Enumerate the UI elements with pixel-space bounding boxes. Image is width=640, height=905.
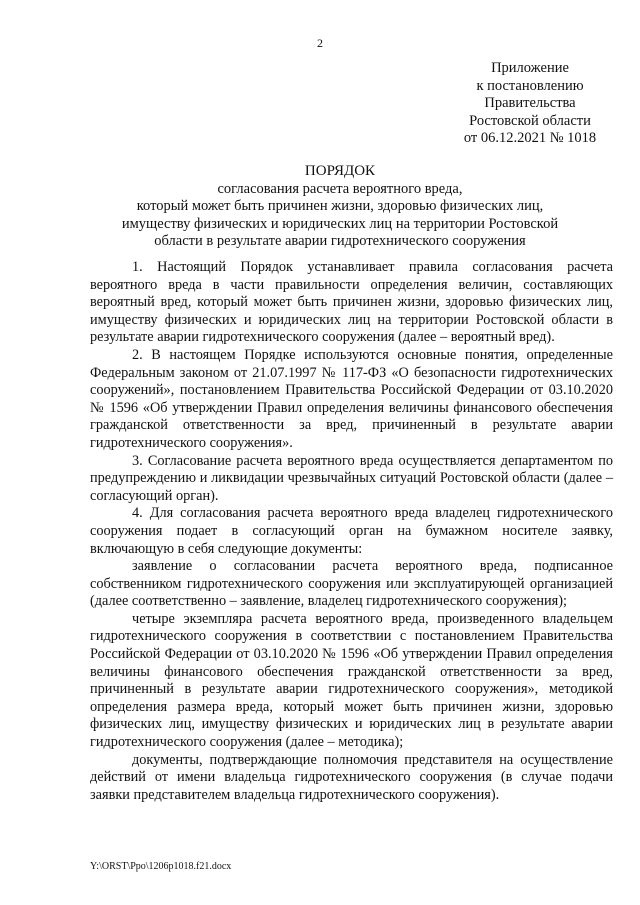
title-line: имуществу физических и юридических лиц на территории Ростовской [121,215,559,232]
paragraph-1: 1. Настоящий Порядок устанавливает правила согласования расчета вероятного вреда в части правильности определения величин, составляющих вероятный вред, который может быть причинен жизни, здоровью физических лиц, имуществу физических и юридических лиц на территории Ростовской области в результате аварии гидротехнического сооружения (далее – вероятный вред). [90,259,613,346]
paragraph-4: 4. Для согласования расчета вероятного вреда владелец гидротехнического сооружения подает в согласующий орган на бумажном носителе заявку, включающую в себя следующие документы: [90,505,613,557]
appendix-block [430,60,630,148]
document-title [70,163,610,251]
paragraph-3: 3. Согласование расчета вероятного вреда осуществляется департаментом по предупреждению и ликвидации чрезвычайных ситуаций Ростовской области (далее – согласующий орган). [90,452,613,504]
file-path-footer: Y:\ORST\Ppo\1206p1018.f21.docx [90,861,232,872]
page-number: 2 [317,36,323,50]
paragraph-4-item-calculation: четыре экземпляра расчета вероятного вреда, произведенного владельцем гидротехнического сооружения в соответствии с постановлением Правительства Российской Федерации от 03.10.2020 № 1596 «Об утверждении Правил определения величины финансового обеспечения гражданской ответственности за вред, причиненный в результате аварии гидротехнического сооружения», методикой определения размера вреда, который может быть причинен жизни, здоровью физических лиц, имуществу физических и юридических лиц в результате аварии гидротехнического сооружения (далее – методика); [90,610,613,751]
title-main: ПОРЯДОК [304,163,376,179]
paragraph-4-item-authority: документы, подтверждающие полномочия представителя на осуществление действий от имени владельца гидротехнического сооружения (в случае подачи заявки представителем владельца гидротехнического сооружения). [90,751,613,803]
title-line: согласования расчета вероятного вреда, [217,180,463,197]
document-body [90,259,613,804]
appendix-line: Приложение [491,60,569,76]
appendix-line: от 06.12.2021 № 1018 [463,130,597,146]
appendix-line: Правительства [484,95,576,111]
paragraph-2: 2. В настоящем Порядке используются основные понятия, определенные Федеральным законом от 21.07.1997 № 117-ФЗ «О безопасности гидротехнических сооружений», постановлением Правительства Российской Федерации от 03.10.2020 № 1596 «Об утверждении Правил определения величины финансового обеспечения гражданской ответственности за вред, причиненный в результате аварии гидротехнического сооружения». [90,346,613,451]
paragraph-4-item-application: заявление о согласовании расчета вероятного вреда, подписанное собственником гидротехнического сооружения или эксплуатирующей организацией (далее соответственно – заявление, владелец гидротехнического сооружения); [90,558,613,610]
title-line: области в результате аварии гидротехнического сооружения [154,233,526,249]
appendix-line: к постановлению [476,77,584,94]
appendix-line: Ростовской области [469,112,591,129]
title-line: который может быть причинен жизни, здоровью физических лиц, [136,198,544,214]
